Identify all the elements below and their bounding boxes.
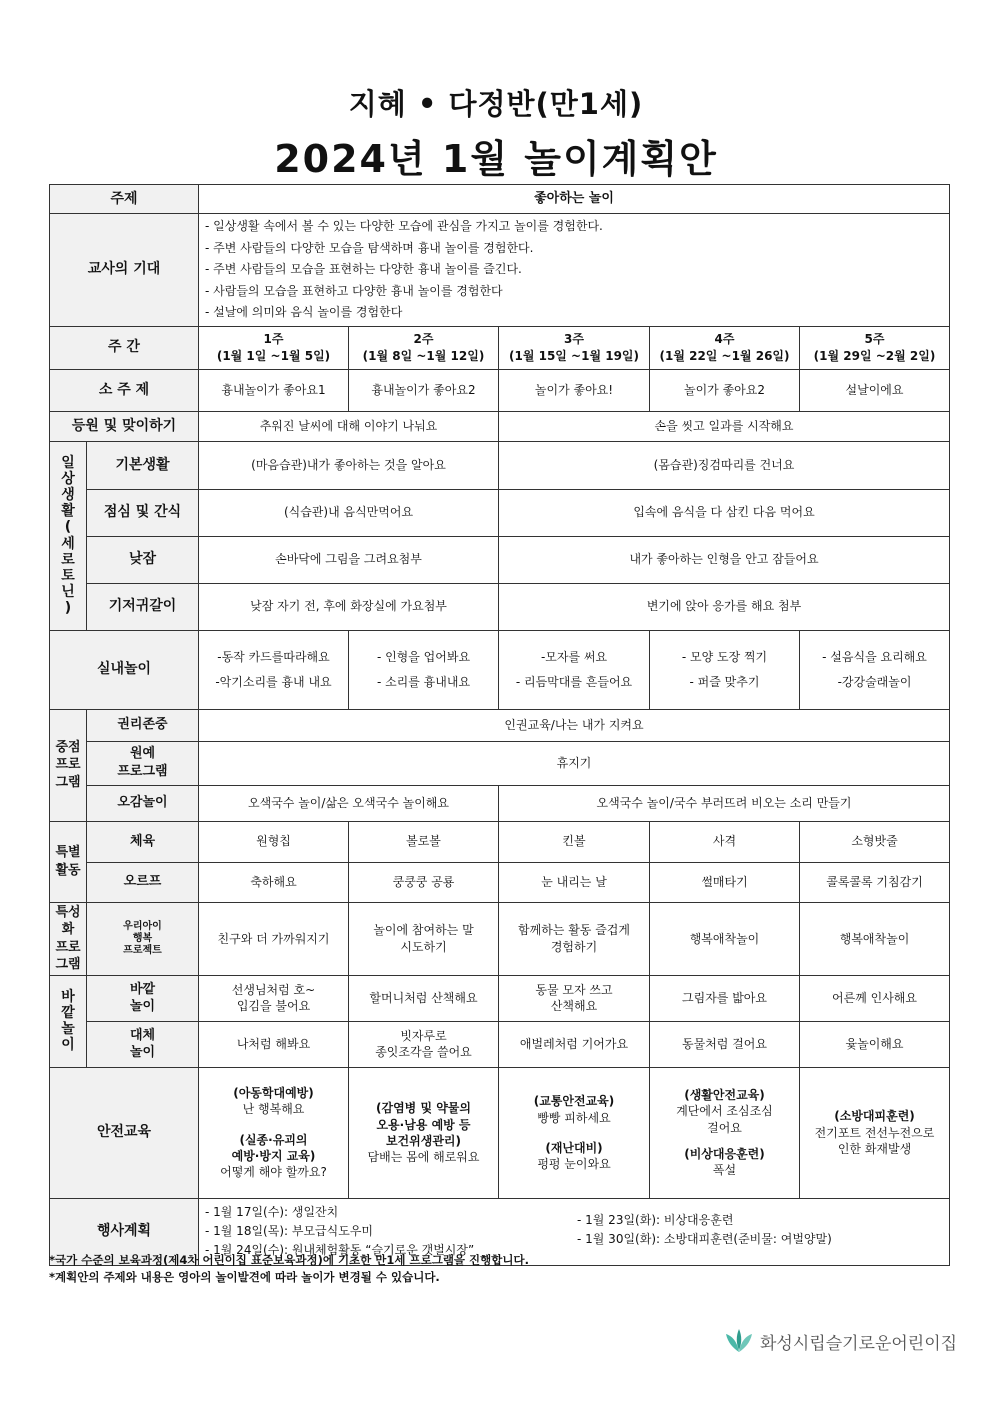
arrival-label: 등원 및 맞이하기	[50, 411, 199, 441]
subtheme-label: 소 주 제	[50, 369, 199, 411]
outside-cell: 그림자를 밟아요	[650, 975, 800, 1021]
orff-cell: 눈 내리는 날	[499, 862, 650, 902]
indoor-cell: - 설음식을 요리해요 -강강술래놀이	[800, 630, 950, 709]
daily-b: 변기에 앉아 응가를 해요 첨부	[499, 583, 950, 630]
daily-b: 입속에 음식을 다 삼킨 다음 먹어요	[499, 489, 950, 536]
indoor-label: 실내놀이	[50, 630, 199, 709]
daily-row	[50, 536, 950, 583]
page-title: 2024년 1월 놀이계획안	[274, 137, 718, 181]
event-item: - 1월 30일(화): 소방대피훈련(준비물: 여벌양말)	[577, 1231, 832, 1246]
week-1: 1주 (1월 1일 ~1월 5일)	[199, 326, 349, 369]
safety-cell: (감염병 및 약물의 오용·남용 예방 등 보건위생관리) 담배는 몸에 해로워요	[349, 1067, 499, 1198]
pe-cell: 사격	[650, 821, 800, 862]
orff-cell: 쿵쿵쿵 공룡	[349, 862, 499, 902]
daily-row	[50, 441, 950, 489]
weeks-label: 주 간	[50, 326, 199, 369]
indoor-cell: -동작 카드를따라해요 -악기소리를 흉내 내요	[199, 630, 349, 709]
expect-row	[50, 214, 950, 327]
expect-list	[199, 214, 950, 327]
week-3: 3주 (1월 15일 ~1월 19일)	[499, 326, 650, 369]
daily-row	[50, 583, 950, 630]
characteristic-row	[50, 902, 950, 975]
daily-label: 기저귀갈이	[87, 583, 199, 630]
safety-cell: (생활안전교육) 계단에서 조심조심 걸어요 (비상대응훈련) 폭설	[650, 1067, 800, 1198]
alternative-label: 대체 놀이	[87, 1021, 199, 1067]
outdoor-group-text: 바 깥 놀 이	[61, 989, 75, 1054]
weeks-row	[50, 326, 950, 369]
arrival-row	[50, 411, 950, 441]
expect-item: - 일상생활 속에서 볼 수 있는 다양한 모습에 관심을 가지고 놀이를 경험한다.	[205, 219, 603, 233]
characteristic-cell: 함께하는 활동 즐겁게 경험하기	[499, 902, 650, 975]
characteristic-cell: 친구와 더 가까워지기	[199, 902, 349, 975]
garden-value: 휴지기	[199, 741, 950, 785]
safety-cell: (교통안전교육) 빵빵 피하세요 (재난대비) 펑펑 눈이와요	[499, 1067, 650, 1198]
daily-label: 기본생활	[87, 441, 199, 489]
daily-a: 낮잠 자기 전, 후에 화장실에 가요첨부	[199, 583, 499, 630]
indoor-cell: - 모양 도장 찍기 - 퍼즐 맞추기	[650, 630, 800, 709]
daily-b: (몸습관)징검따리를 건너요	[499, 441, 950, 489]
characteristic-label: 우리아이 행복 프로젝트	[87, 902, 199, 975]
orff-row	[50, 862, 950, 902]
indoor-cell: -모자를 써요 - 리듬막대를 흔들어요	[499, 630, 650, 709]
characteristic-cell: 놀이에 참여하는 말 시도하기	[349, 902, 499, 975]
event-item: - 1월 17일(수): 생일잔치	[205, 1204, 339, 1219]
subtheme-cell: 흉내놀이가 좋아요2	[349, 369, 499, 411]
subtheme-cell: 흉내놀이가 좋아요1	[199, 369, 349, 411]
rights-value: 인권교육/나는 내가 지켜요	[199, 709, 950, 741]
arrival-a: 추워진 날씨에 대해 이야기 나눠요	[199, 411, 499, 441]
arrival-b: 손을 씻고 일과를 시작해요	[499, 411, 950, 441]
special-group-label: 특별활동	[50, 821, 87, 902]
outside-cell: 할머니처럼 산책해요	[349, 975, 499, 1021]
expect-item: - 사람들의 모습을 표현하고 다양한 흉내 놀이를 경험한다	[205, 283, 503, 298]
rights-label: 권리존중	[87, 709, 199, 741]
theme-label: 주제	[50, 185, 199, 214]
week-5: 5주 (1월 29일 ~2월 2일)	[800, 326, 950, 369]
event-item: - 1월 23일(화): 비상대응훈련	[577, 1212, 734, 1227]
subtheme-cell: 놀이가 좋아요2	[650, 369, 800, 411]
daily-group-label	[50, 441, 87, 630]
pe-cell: 킨볼	[499, 821, 650, 862]
orff-label: 오르프	[87, 862, 199, 902]
outdoor-group-label	[50, 975, 87, 1067]
orff-cell: 썰매타기	[650, 862, 800, 902]
week-2: 2주 (1월 8일 ~1월 12일)	[349, 326, 499, 369]
characteristic-group-label: 특성화 프로그램	[50, 902, 87, 975]
events-right	[577, 1211, 832, 1249]
pe-cell: 볼로볼	[349, 821, 499, 862]
school-name: 화성시립슬기로운어린이집	[760, 1333, 958, 1354]
outside-cell: 어른께 인사해요	[800, 975, 950, 1021]
subtheme-cell: 설날이에요	[800, 369, 950, 411]
footnote: *계획안의 주제와 내용은 영아의 놀이발견에 따라 놀이가 변경될 수 있습니다.	[49, 1270, 440, 1284]
daily-row	[50, 489, 950, 536]
indoor-row	[50, 630, 950, 709]
daily-a: (식습관)내 음식만먹어요	[199, 489, 499, 536]
safety-cell: (소방대피훈련) 전기포트 전선누전으로 인한 화재발생	[800, 1067, 950, 1198]
safety-row	[50, 1067, 950, 1198]
pe-label: 체육	[87, 821, 199, 862]
subtheme-cell: 놀이가 좋아요!	[499, 369, 650, 411]
outside-cell: 선생님처럼 호~ 입김을 불어요	[199, 975, 349, 1021]
daily-a: (마음습관)내가 좋아하는 것을 알아요	[199, 441, 499, 489]
leaf-logo-icon	[724, 1328, 754, 1354]
focus-senses-row	[50, 785, 950, 821]
focus-garden-row	[50, 741, 950, 785]
characteristic-cell: 행복애착놀이	[650, 902, 800, 975]
subtheme-row	[50, 369, 950, 411]
characteristic-cell: 행복애착놀이	[800, 902, 950, 975]
safety-cell: (아동학대예방) 난 행복해요 (실종·유괴의 예방·방지 교육) 어떻게 해야 할까요?	[199, 1067, 349, 1198]
outside-cell: 동물 모자 쓰고 산책해요	[499, 975, 650, 1021]
outside-row	[50, 975, 950, 1021]
expect-label: 교사의 기대	[50, 214, 199, 327]
pe-cell: 원형칩	[199, 821, 349, 862]
daily-a: 손바닥에 그림을 그려요첨부	[199, 536, 499, 583]
senses-b: 오색국수 놀이/국수 부러뜨려 비오는 소리 만들기	[499, 785, 950, 821]
senses-label: 오감놀이	[87, 785, 199, 821]
indoor-cell: - 인형을 업어봐요 - 소리를 흉내내요	[349, 630, 499, 709]
orff-cell: 축하해요	[199, 862, 349, 902]
theme-value: 좋아하는 놀이	[199, 185, 950, 214]
garden-label: 원예 프로그램	[87, 741, 199, 785]
expect-item: - 주변 사람들의 다양한 모습을 탐색하며 흉내 놀이를 경험한다.	[205, 240, 534, 255]
daily-label: 점심 및 간식	[87, 489, 199, 536]
event-item: - 1월 24일(수): 원내체험활동 “슬기로운 갯벌시장”	[205, 1242, 475, 1257]
alternative-cell: 나처럼 해봐요	[199, 1021, 349, 1067]
daily-label: 낮잠	[87, 536, 199, 583]
footnote: *국가 수준의 보육과정(제4차 어린이집 표준보육과정)에 기초한 만1세 프로그램을 진행합니다.	[49, 1253, 529, 1267]
pe-cell: 소형밧줄	[800, 821, 950, 862]
expect-item: - 주변 사람들의 모습을 표현하는 다양한 흉내 놀이를 즐긴다.	[205, 262, 522, 276]
alternative-cell: 동물처럼 걸어요	[650, 1021, 800, 1067]
focus-group-label: 중점 프로그램	[50, 709, 87, 821]
class-title: 지혜 • 다정반(만1세)	[348, 87, 644, 121]
week-4: 4주 (1월 22일 ~1월 26일)	[650, 326, 800, 369]
outside-label: 바깥 놀이	[87, 975, 199, 1021]
senses-a: 오색국수 놀이/삶은 오색국수 놀이해요	[199, 785, 499, 821]
focus-rights-row	[50, 709, 950, 741]
orff-cell: 콜록콜록 기침감기	[800, 862, 950, 902]
expect-item: - 설날에 의미와 음식 놀이를 경험한다	[205, 305, 403, 319]
alternative-cell: 애벌레처럼 기어가요	[499, 1021, 650, 1067]
daily-b: 내가 좋아하는 인형을 안고 잠들어요	[499, 536, 950, 583]
alternative-row	[50, 1021, 950, 1067]
alternative-cell: 윷놀이해요	[800, 1021, 950, 1067]
safety-label: 안전교육	[50, 1067, 199, 1198]
event-item: - 1월 18일(목): 부모급식도우미	[205, 1223, 374, 1238]
school-logo	[724, 1328, 957, 1354]
theme-row	[50, 185, 950, 214]
pe-row	[50, 821, 950, 862]
plan-table	[49, 184, 950, 1266]
daily-group-text: 일 상 생 활 ( 세 로 토 닌 )	[61, 455, 75, 616]
alternative-cell: 빗자루로 종잇조각을 쓸어요	[349, 1021, 499, 1067]
events-label: 행사계획	[50, 1198, 199, 1265]
